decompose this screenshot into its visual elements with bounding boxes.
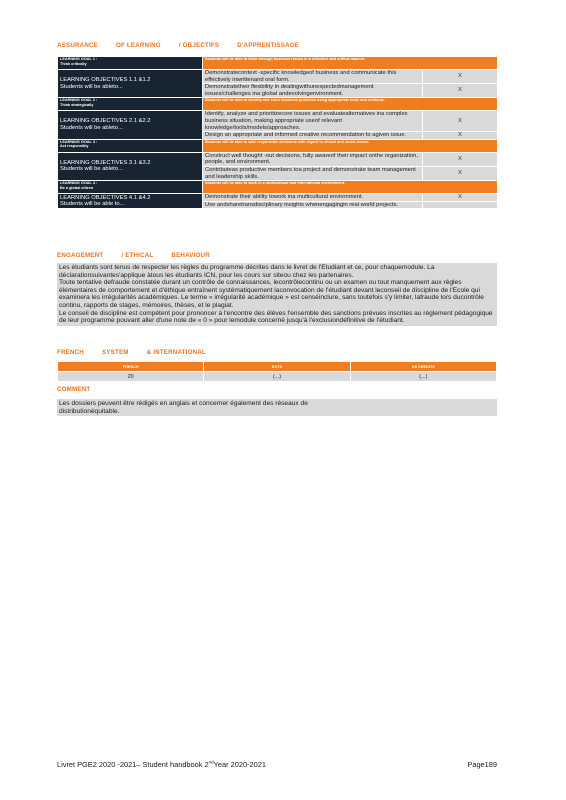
learning-objectives-label: LEARNING OBJECTIVES 4.1 &4.2 Students will be able to... — [58, 194, 203, 209]
goal-header-4: LEARNING GOAL 4 : Be a global citizen Students will be able to work in a multicultural and international environment. — [58, 181, 498, 194]
objective-row: Contributeas productive members toa project and demonstrate team management and leadership skills. X — [58, 166, 498, 180]
assurance-table — [57, 56, 498, 209]
footer-handbook-label: Livret PGE2 2020 -2021– Student handbook 2ndYear 2020-2021 — [57, 760, 266, 770]
objective-row: Use andsharetransdisciplinary insights whenengagingin real world projects. — [58, 201, 498, 209]
objective-mark: X — [423, 84, 498, 98]
page-footer — [57, 760, 497, 769]
page-number: Page189 — [467, 760, 497, 769]
objective-mark: X — [423, 70, 498, 84]
objective-mark: X — [423, 166, 498, 180]
credits-section-title: FRENCH SYSTEM & INTERNATIONAL — [57, 349, 206, 356]
learning-objectives-label: LEARNING OBJECTIVES 2.1 &2.2 Students will be ableto... — [58, 111, 203, 139]
objective-row: LEARNING OBJECTIVES 2.1 &2.2 Students will be ableto... Identify, analyze and prioritizecore issues and evaluatealternatives ina complex business situation, making appropriate useof relevant knowledge/tools/models/approaches. X — [58, 111, 498, 132]
credits-table — [57, 361, 497, 382]
ethics-paragraph: Les étudiants sont tenus de respecter les règles du programme décrites dans le livret de l'Etudiant et ce, pour chaquemodule. La déclarationsuivantes'applique àtous les étudiants ICN, pour les cours sur siteou chez les partenaires. — [59, 264, 435, 279]
assurance-section-title: ASSURANCE OF LEARNING / OBJECTIFS D'APPRENTISSAGE — [57, 42, 300, 49]
objective-row: Demonstratetheir flexibility in dealingwithunexpectedmanagement issues/challenges ina global andevolvingenvironment. X — [58, 84, 498, 98]
objective-mark: X — [423, 111, 498, 132]
objective-mark: X — [423, 132, 498, 140]
objective-mark: X — [423, 194, 498, 202]
credits-header-row: FRENCH ECTS US CREDITS — [58, 362, 497, 372]
ethics-section-title: ENGAGEMENT / ETHICAL BEHAVIOUR — [57, 252, 210, 259]
learning-objectives-label: LEARNING OBJECTIVES 1.1 &1.2 Students will be ableto... — [58, 70, 203, 98]
goal-header-3: LEARNING GOAL 3 : Act responsibly Students will be able to take responsible decisions with regard to ethical and social issues. — [58, 139, 498, 152]
goal-header-1: LEARNING GOAL 1 : Think critically Students will be able to think through business issues in a reflective and critical manner. — [58, 57, 498, 70]
credits-value-row: 20 (...) (...) — [58, 372, 497, 382]
objective-row: LEARNING OBJECTIVES 4.1 &4.2 Students will be able to... Demonstrate their ability towork ina multicultural environment. X — [58, 194, 498, 202]
ethics-paragraph: Toute tentative defraude constatée durant un contrôle de connaissances, lecontrôlecontinu ou un examen ou tout manquement aux règles élémentaires de comportement et d'éthique entraînent systématiquement laconvocation de l'étudiant devant leconseil de discipline de l'Ecole qui examinera les irrégularités académiques. Le terme « irrégularité académique » est censéinclure, sans toutefois s'y limiter, lafraude lors ducontrôle continu, rapports de stages, mémoires, thèses, et le plagiat. — [59, 279, 484, 309]
objective-mark: X — [423, 152, 498, 166]
objective-row: LEARNING OBJECTIVES 3.1 &3.2 Students will be ableto... Construct well thought -out decisions, fully awareof their impact onthe organization, people, and environment. X — [58, 152, 498, 166]
objective-mark — [423, 201, 498, 209]
objective-row: LEARNING OBJECTIVES 1.1 &1.2 Students will be ableto... Demonstratecontext -specific knowledgeof business and communicate this effectively inwrittenand oral form. X — [58, 70, 498, 84]
comment-text: Les dossiers peuvent être rédigés en anglais et concerner également des réseaux de distributionéquitable. — [57, 399, 497, 416]
ethics-paragraph: Le conseil de discipline est compétent pour prononcer à l'encontre des élèves l'ensemble des sanctions prévues inscrites au règlement pédagogique de leur programme pouvant aller d'une note de « 0 » pour lemodule concerné jusqu'à l'exclusiondéfinitive de l'étudiant. — [59, 309, 493, 325]
comment-section-title: COMMENT — [57, 386, 91, 393]
learning-objectives-label: LEARNING OBJECTIVES 3.1 &3.2 Students will be ableto... — [58, 152, 203, 180]
ethics-text — [57, 263, 497, 326]
goal-header-2: LEARNING GOAL 2 : Think strategically Students will be able to identify and solve business problems using appropriate tools and methods. — [58, 98, 498, 111]
objective-row: Design an appropriate and informed creative recommendation to agiven issue. X — [58, 132, 498, 140]
